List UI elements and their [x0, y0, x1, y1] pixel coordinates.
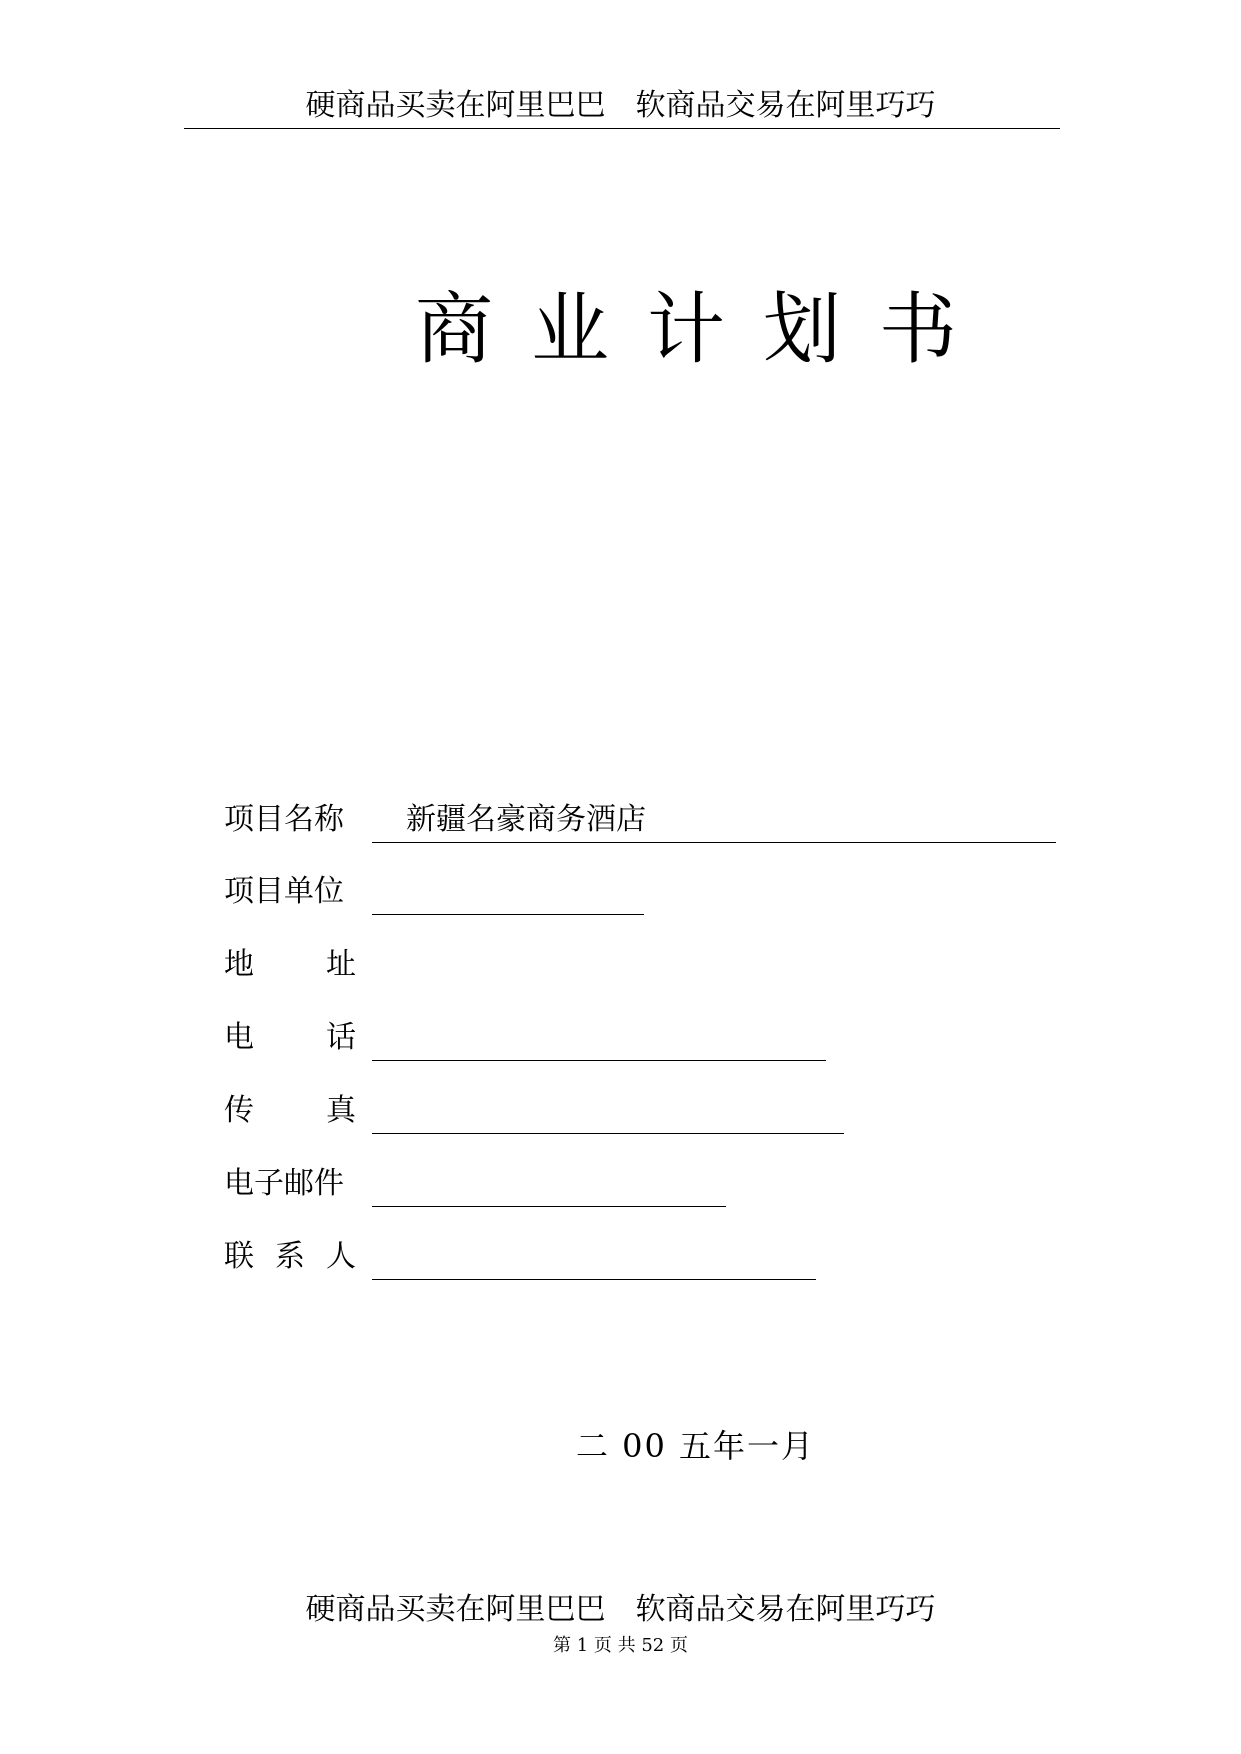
phone-label [224, 1016, 356, 1060]
address-label-char: 址 [326, 947, 356, 982]
project-name-label: 项目名称 [224, 802, 344, 837]
phone-label-char: 电 [224, 1020, 254, 1055]
address-label [224, 943, 356, 987]
fax-label-char: 传 [224, 1093, 254, 1128]
contact-label-char: 联 [224, 1239, 254, 1274]
project-name-value: 新疆名豪商务酒店 [406, 802, 646, 837]
contact-label-char: 系 [275, 1239, 305, 1274]
project-unit-underline[interactable] [372, 870, 644, 915]
contact-label [224, 1235, 356, 1279]
email-underline[interactable] [372, 1162, 726, 1207]
header-rule [184, 128, 1060, 129]
phone-underline[interactable] [372, 1016, 826, 1061]
contact-label-char: 人 [326, 1239, 356, 1274]
fax-underline[interactable] [372, 1089, 844, 1134]
phone-label-char: 话 [326, 1020, 356, 1055]
project-unit-label: 项目单位 [224, 874, 344, 909]
contact-underline[interactable] [372, 1235, 816, 1280]
page-header: 硬商品买卖在阿里巴巴 软商品交易在阿里巧巧 [305, 88, 936, 123]
document-title: 商业计划书 [415, 285, 996, 375]
fax-label [224, 1089, 356, 1133]
page-footer: 硬商品买卖在阿里巴巴 软商品交易在阿里巧巧 [305, 1592, 936, 1627]
document-date: 二 00 五年一月 [575, 1427, 816, 1465]
fax-label-char: 真 [326, 1093, 356, 1128]
page-number: 第 1 页 共 52 页 [553, 1635, 688, 1656]
email-label: 电子邮件 [224, 1166, 344, 1201]
address-label-char: 地 [224, 947, 254, 982]
